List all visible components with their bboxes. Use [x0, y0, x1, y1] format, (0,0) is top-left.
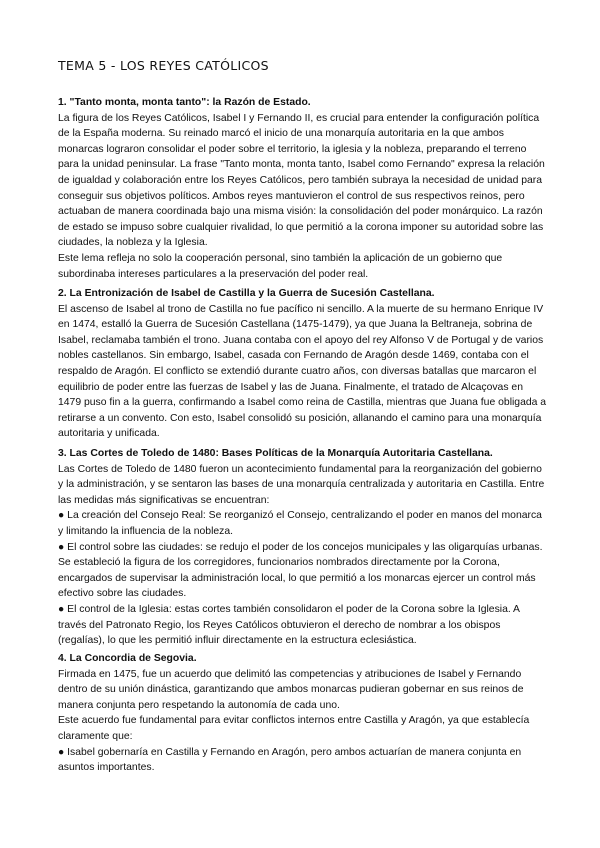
section-concordia-de-segovia	[58, 651, 548, 776]
bullet-item: ● El control de la Iglesia: estas cortes también consolidaron el poder de la Corona sobre la Iglesia. A través del Patronato Regio, los Reyes Católicos obtuvieron el derecho de nombrar a los obispos (regalías), lo que les permitió influir directamente en la estructura eclesiástica.	[58, 603, 520, 647]
section-heading: 2. La Entronización de Isabel de Castilla y la Guerra de Sucesión Castellana.	[58, 288, 435, 299]
section-razon-de-estado	[58, 95, 548, 282]
paragraph: La figura de los Reyes Católicos, Isabel I y Fernando II, es crucial para entender la configuración política de la España moderna. Su reinado marcó el inicio de una monarquía autoritaria en la que ambos monarcas lograron consolidar el poder sobre el territorio, la iglesia y la nobleza, preparando el terreno para la unidad peninsular. La frase "Tanto monta, monta tanto, Isabel como Fernando" expresa la relación de igualdad y colaboración entre los Reyes Católicos, pero también subraya la necesidad de unidad para conseguir sus objetivos políticos. Ambos reyes mantuvieron el control de sus respectivos reinos, pero actuaban de manera coordinada bajo una misma visión: la consolidación del poder monárquico. La razón de estado se impuso sobre cualquier rivalidad, lo que permitió a la corona imponer su autoridad sobre las ciudades, la nobleza y la Iglesia.	[58, 112, 545, 249]
section-heading: 1. "Tanto monta, monta tanto": la Razón de Estado.	[58, 97, 311, 108]
paragraph: Este lema refleja no solo la cooperación personal, sino también la aplicación de un gobierno que subordinaba intereses particulares a la preservación del poder real.	[58, 252, 503, 280]
document-title: TEMA 5 - LOS REYES CATÓLICOS	[58, 58, 269, 73]
section-heading: 3. Las Cortes de Toledo de 1480: Bases Políticas de la Monarquía Autoritaria Castellana.	[58, 448, 493, 459]
bullet-item: ● Isabel gobernaría en Castilla y Fernando en Aragón, pero ambos actuarían de manera conjunta en asuntos importantes.	[58, 746, 522, 774]
section-entronizacion	[58, 286, 548, 442]
paragraph: El ascenso de Isabel al trono de Castilla no fue pacífico ni sencillo. A la muerte de su hermano Enrique IV en 1474, estalló la Guerra de Sucesión Castellana (1475-1479), ya que Juana la Beltraneja, sobrina de Isabel, reclamaba también el trono. Juana contaba con el apoyo del rey Alfonso V de Portugal y de varios nobles castellanos. Sin embargo, Isabel, casada con Fernando de Aragón desde 1469, contaba con el respaldo de Aragón. El conflicto se extendió durante cuatro años, con diversas batallas que marcaron el equilibrio de poder entre las fuerzas de Isabel y las de Juana. Finalmente, el tratado de Alcaçovas en 1479 puso fin a la guerra, confirmando a Isabel como reina de Castilla, mientras que Juana fue obligada a retirarse a un convento. Con esto, Isabel consolidó su posición, allanando el camino para una monarquía autoritaria y unificada.	[58, 303, 547, 440]
paragraph: Este acuerdo fue fundamental para evitar conflictos internos entre Castilla y Aragón, ya que establecía claramente que:	[58, 715, 530, 742]
paragraph: Firmada en 1475, fue un acuerdo que delimitó las competencias y atribuciones de Isabel y Fernando dentro de su unión dinástica, garantizando que ambos monarcas pudieran gobernar en sus reinos de manera conjunta pero respetando la autonomía de cada uno.	[58, 668, 524, 711]
bullet-item: ● El control sobre las ciudades: se redujo el poder de los concejos municipales y las oligarquías urbanas. Se estableció la figura de los corregidores, funcionarios nombrados directamente por la Corona, encargados de supervisar la administración local, lo que permitió a los monarcas ejercer un control más efectivo sobre las ciudades.	[58, 541, 543, 600]
paragraph: Las Cortes de Toledo de 1480 fueron un acontecimiento fundamental para la reorganización del gobierno y la administración, y se sentaron las bases de una monarquía centralizada y autoritaria en Castilla. Entre las medidas más significativas se encuentran:	[58, 463, 545, 506]
section-heading: 4. La Concordia de Segovia.	[58, 653, 197, 664]
section-cortes-de-toledo	[58, 446, 548, 649]
bullet-item: ● La creación del Consejo Real: Se reorganizó el Consejo, centralizando el poder en manos del monarca y limitando la influencia de la nobleza.	[58, 510, 542, 537]
